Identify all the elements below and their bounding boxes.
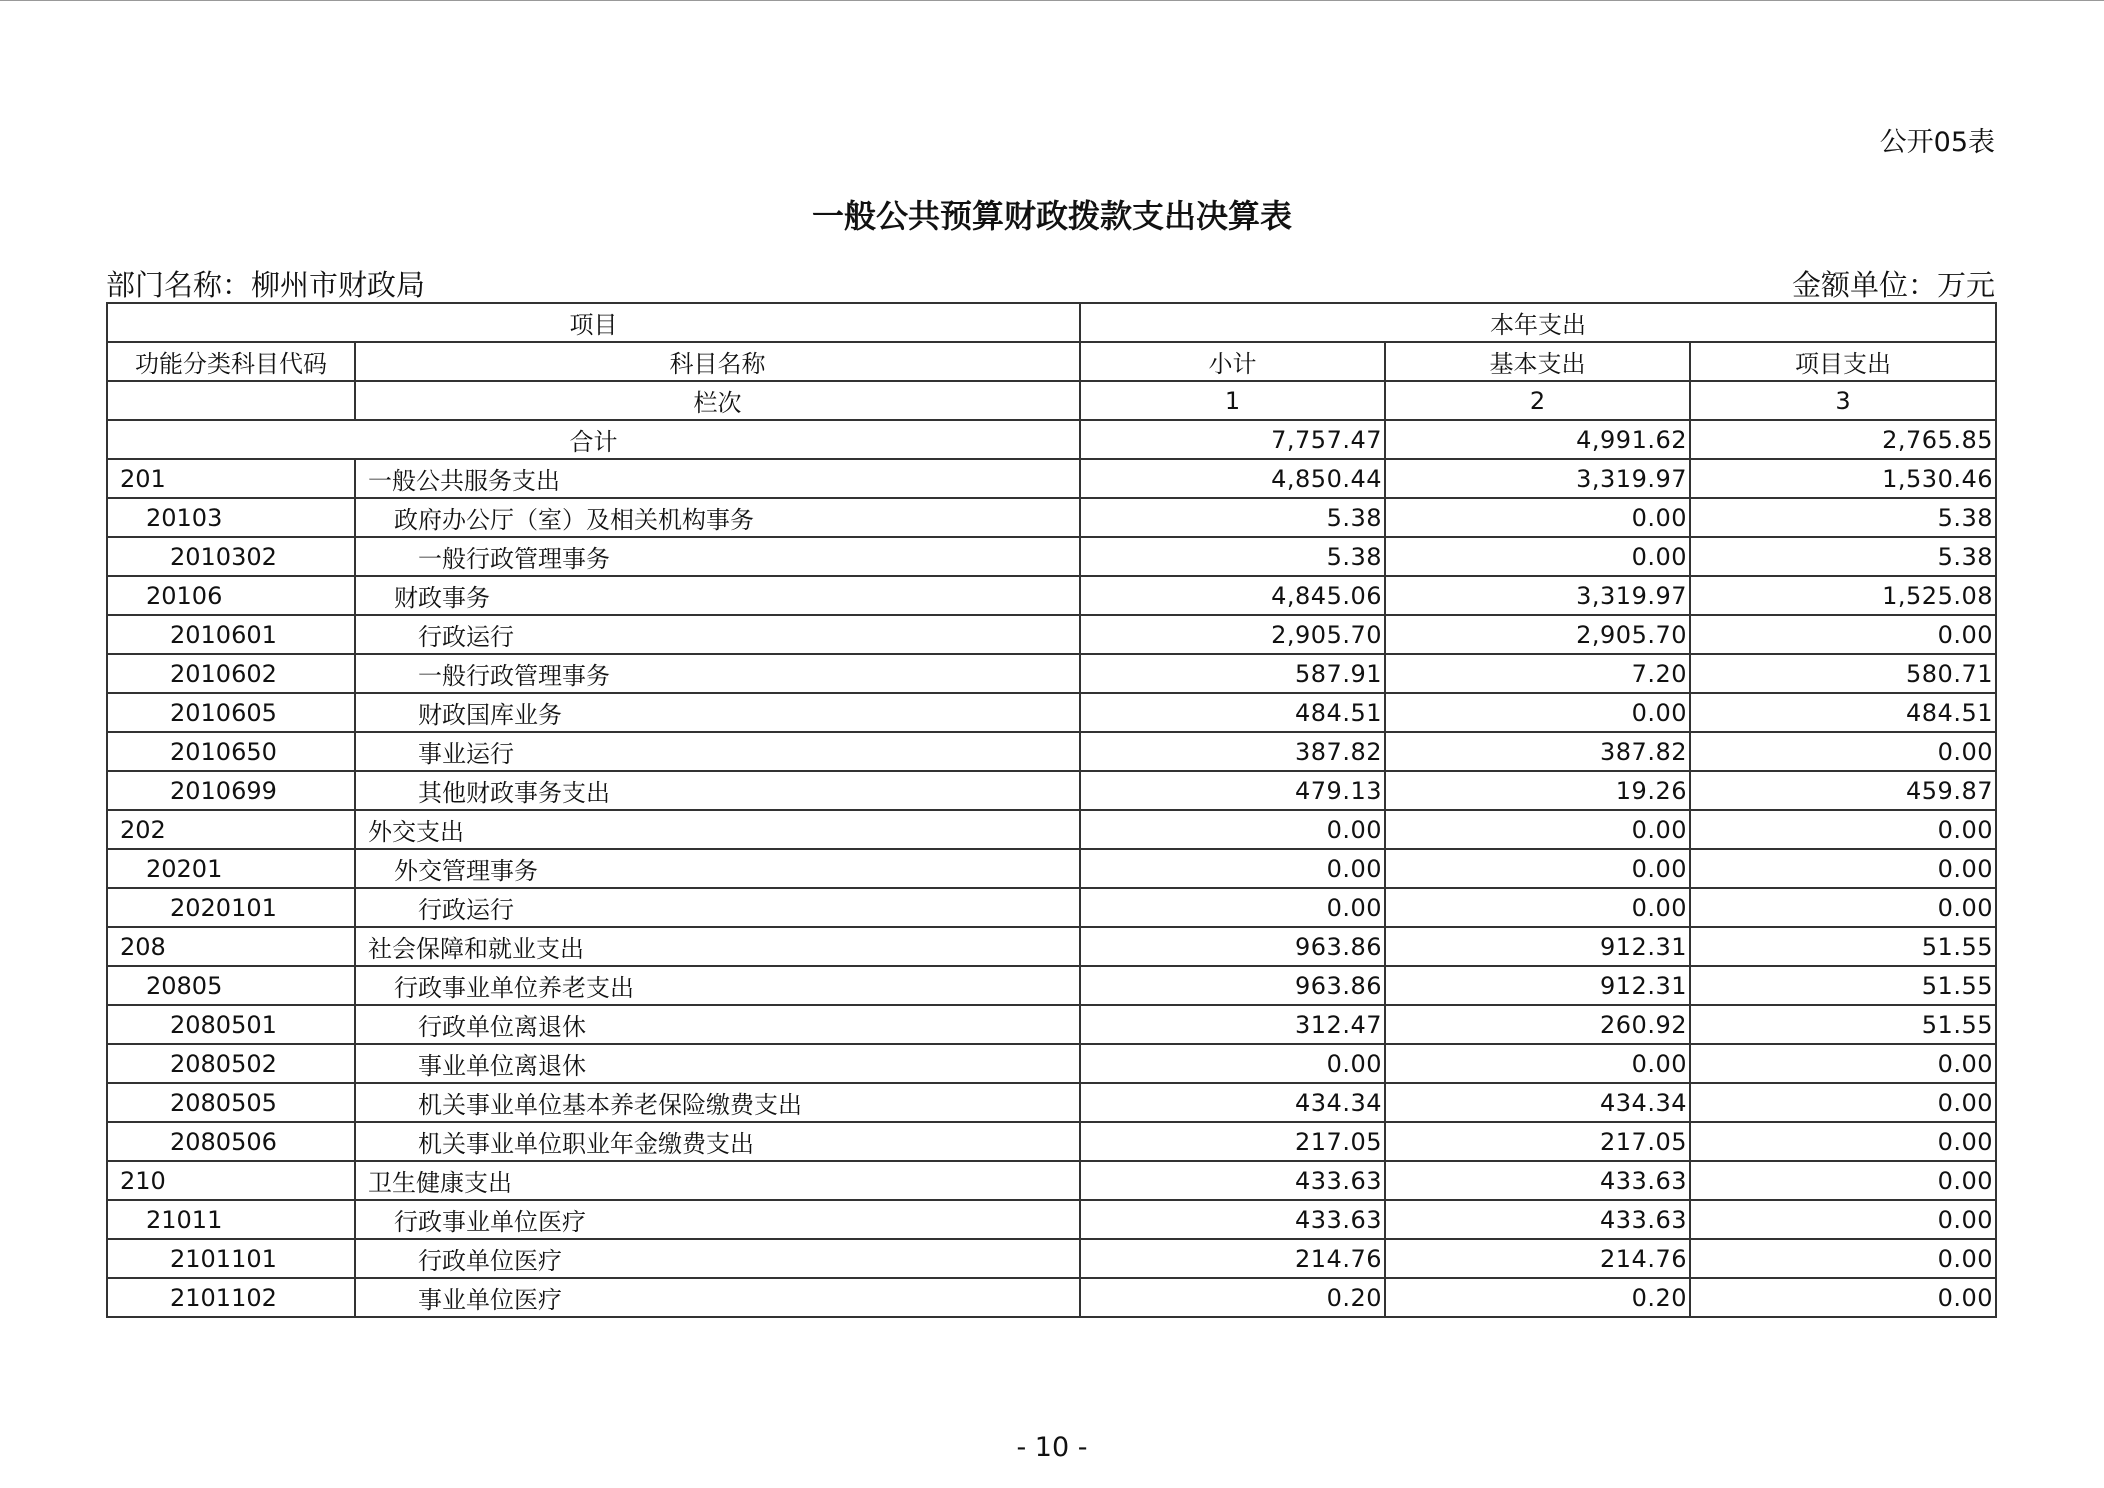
row-program: 1,525.08 bbox=[1690, 576, 1996, 615]
row-basic: 0.00 bbox=[1385, 693, 1690, 732]
row-name: 卫生健康支出 bbox=[355, 1161, 1080, 1200]
row-program: 0.00 bbox=[1690, 732, 1996, 771]
header-col-2: 2 bbox=[1385, 381, 1690, 420]
row-program: 0.00 bbox=[1690, 888, 1996, 927]
row-subtotal: 4,845.06 bbox=[1080, 576, 1385, 615]
header-column-label: 栏次 bbox=[355, 381, 1080, 420]
row-program: 51.55 bbox=[1690, 1005, 1996, 1044]
row-code: 20103 bbox=[107, 498, 355, 537]
row-subtotal: 0.20 bbox=[1080, 1278, 1385, 1317]
row-subtotal: 4,850.44 bbox=[1080, 459, 1385, 498]
row-name: 行政运行 bbox=[355, 888, 1080, 927]
row-subtotal: 434.34 bbox=[1080, 1083, 1385, 1122]
row-subtotal: 433.63 bbox=[1080, 1161, 1385, 1200]
row-code: 2010602 bbox=[107, 654, 355, 693]
table-row bbox=[107, 1161, 1996, 1200]
row-subtotal: 479.13 bbox=[1080, 771, 1385, 810]
table-row bbox=[107, 459, 1996, 498]
table-row bbox=[107, 810, 1996, 849]
row-code: 2020101 bbox=[107, 888, 355, 927]
row-code: 210 bbox=[107, 1161, 355, 1200]
row-basic: 433.63 bbox=[1385, 1200, 1690, 1239]
row-program: 0.00 bbox=[1690, 1083, 1996, 1122]
table-row bbox=[107, 654, 1996, 693]
row-code: 201 bbox=[107, 459, 355, 498]
table-row bbox=[107, 1083, 1996, 1122]
row-name: 机关事业单位职业年金缴费支出 bbox=[355, 1122, 1080, 1161]
document-title: 一般公共预算财政拨款支出决算表 bbox=[811, 197, 1292, 235]
table-row bbox=[107, 576, 1996, 615]
row-name: 行政运行 bbox=[355, 615, 1080, 654]
row-name: 外交管理事务 bbox=[355, 849, 1080, 888]
row-subtotal: 5.38 bbox=[1080, 537, 1385, 576]
header-col-1: 1 bbox=[1080, 381, 1385, 420]
header-empty-cell bbox=[107, 381, 355, 420]
table-row bbox=[107, 1278, 1996, 1317]
row-program: 0.00 bbox=[1690, 810, 1996, 849]
table-row bbox=[107, 1200, 1996, 1239]
row-subtotal: 0.00 bbox=[1080, 849, 1385, 888]
row-program: 0.00 bbox=[1690, 1239, 1996, 1278]
row-code: 21011 bbox=[107, 1200, 355, 1239]
header-row-1 bbox=[107, 303, 1996, 342]
row-code: 2010302 bbox=[107, 537, 355, 576]
row-program: 0.00 bbox=[1690, 1122, 1996, 1161]
row-program: 5.38 bbox=[1690, 498, 1996, 537]
row-basic: 0.20 bbox=[1385, 1278, 1690, 1317]
row-name: 一般行政管理事务 bbox=[355, 654, 1080, 693]
row-code: 2101101 bbox=[107, 1239, 355, 1278]
row-name: 其他财政事务支出 bbox=[355, 771, 1080, 810]
table-body bbox=[107, 303, 1996, 1317]
row-code: 2010650 bbox=[107, 732, 355, 771]
table-row bbox=[107, 615, 1996, 654]
header-row-2 bbox=[107, 342, 1996, 381]
row-name: 事业单位离退休 bbox=[355, 1044, 1080, 1083]
row-basic: 217.05 bbox=[1385, 1122, 1690, 1161]
row-name: 财政国库业务 bbox=[355, 693, 1080, 732]
row-subtotal: 0.00 bbox=[1080, 888, 1385, 927]
row-basic: 434.34 bbox=[1385, 1083, 1690, 1122]
header-row-3 bbox=[107, 381, 1996, 420]
row-code: 2101102 bbox=[107, 1278, 355, 1317]
row-basic: 0.00 bbox=[1385, 498, 1690, 537]
row-code: 2010699 bbox=[107, 771, 355, 810]
table-row bbox=[107, 1005, 1996, 1044]
row-name: 政府办公厅（室）及相关机构事务 bbox=[355, 498, 1080, 537]
total-subtotal: 7,757.47 bbox=[1080, 420, 1385, 459]
row-program: 459.87 bbox=[1690, 771, 1996, 810]
department-name: 部门名称：柳州市财政局 bbox=[106, 268, 426, 302]
row-code: 2080502 bbox=[107, 1044, 355, 1083]
row-basic: 0.00 bbox=[1385, 810, 1690, 849]
row-subtotal: 2,905.70 bbox=[1080, 615, 1385, 654]
row-basic: 3,319.97 bbox=[1385, 459, 1690, 498]
row-subtotal: 0.00 bbox=[1080, 1044, 1385, 1083]
row-basic: 260.92 bbox=[1385, 1005, 1690, 1044]
table-row bbox=[107, 732, 1996, 771]
row-name: 外交支出 bbox=[355, 810, 1080, 849]
header-col-3: 3 bbox=[1690, 381, 1996, 420]
row-basic: 387.82 bbox=[1385, 732, 1690, 771]
row-name: 一般公共服务支出 bbox=[355, 459, 1080, 498]
row-basic: 0.00 bbox=[1385, 537, 1690, 576]
header-name: 科目名称 bbox=[355, 342, 1080, 381]
row-basic: 0.00 bbox=[1385, 849, 1690, 888]
amount-unit: 金额单位：万元 bbox=[1791, 268, 1995, 302]
row-subtotal: 963.86 bbox=[1080, 966, 1385, 1005]
table-row bbox=[107, 927, 1996, 966]
row-basic: 912.31 bbox=[1385, 966, 1690, 1005]
row-program: 51.55 bbox=[1690, 927, 1996, 966]
table-row bbox=[107, 498, 1996, 537]
row-program: 0.00 bbox=[1690, 849, 1996, 888]
table-row bbox=[107, 966, 1996, 1005]
row-subtotal: 587.91 bbox=[1080, 654, 1385, 693]
row-code: 2080501 bbox=[107, 1005, 355, 1044]
row-subtotal: 433.63 bbox=[1080, 1200, 1385, 1239]
row-code: 20201 bbox=[107, 849, 355, 888]
row-name: 事业运行 bbox=[355, 732, 1080, 771]
table-row bbox=[107, 1122, 1996, 1161]
total-label: 合计 bbox=[107, 420, 1080, 459]
row-code: 202 bbox=[107, 810, 355, 849]
row-code: 2080505 bbox=[107, 1083, 355, 1122]
page-top-border bbox=[0, 0, 2104, 1]
row-subtotal: 312.47 bbox=[1080, 1005, 1385, 1044]
row-subtotal: 0.00 bbox=[1080, 810, 1385, 849]
row-program: 1,530.46 bbox=[1690, 459, 1996, 498]
header-basic: 基本支出 bbox=[1385, 342, 1690, 381]
form-code: 公开05表 bbox=[1879, 127, 1995, 158]
row-code: 2010601 bbox=[107, 615, 355, 654]
row-program: 0.00 bbox=[1690, 1200, 1996, 1239]
row-basic: 433.63 bbox=[1385, 1161, 1690, 1200]
header-code: 功能分类科目代码 bbox=[107, 342, 355, 381]
row-basic: 7.20 bbox=[1385, 654, 1690, 693]
row-code: 20805 bbox=[107, 966, 355, 1005]
row-name: 一般行政管理事务 bbox=[355, 537, 1080, 576]
row-name: 行政事业单位养老支出 bbox=[355, 966, 1080, 1005]
row-program: 580.71 bbox=[1690, 654, 1996, 693]
row-program: 0.00 bbox=[1690, 1161, 1996, 1200]
table-row bbox=[107, 771, 1996, 810]
header-subtotal: 小计 bbox=[1080, 342, 1385, 381]
row-subtotal: 963.86 bbox=[1080, 927, 1385, 966]
row-basic: 3,319.97 bbox=[1385, 576, 1690, 615]
row-subtotal: 484.51 bbox=[1080, 693, 1385, 732]
table-row bbox=[107, 693, 1996, 732]
budget-table bbox=[106, 302, 1997, 1318]
header-current-year: 本年支出 bbox=[1080, 303, 1996, 342]
row-name: 行政单位医疗 bbox=[355, 1239, 1080, 1278]
table-row bbox=[107, 1044, 1996, 1083]
row-code: 2080506 bbox=[107, 1122, 355, 1161]
row-basic: 19.26 bbox=[1385, 771, 1690, 810]
row-basic: 2,905.70 bbox=[1385, 615, 1690, 654]
row-name: 事业单位医疗 bbox=[355, 1278, 1080, 1317]
row-subtotal: 214.76 bbox=[1080, 1239, 1385, 1278]
row-basic: 214.76 bbox=[1385, 1239, 1690, 1278]
total-program: 2,765.85 bbox=[1690, 420, 1996, 459]
row-program: 0.00 bbox=[1690, 615, 1996, 654]
row-name: 机关事业单位基本养老保险缴费支出 bbox=[355, 1083, 1080, 1122]
row-code: 20106 bbox=[107, 576, 355, 615]
row-name: 行政单位离退休 bbox=[355, 1005, 1080, 1044]
row-program: 484.51 bbox=[1690, 693, 1996, 732]
header-program: 项目支出 bbox=[1690, 342, 1996, 381]
total-row bbox=[107, 420, 1996, 459]
row-name: 财政事务 bbox=[355, 576, 1080, 615]
table-row bbox=[107, 537, 1996, 576]
row-code: 208 bbox=[107, 927, 355, 966]
table-row bbox=[107, 888, 1996, 927]
table-row bbox=[107, 849, 1996, 888]
row-subtotal: 5.38 bbox=[1080, 498, 1385, 537]
total-basic: 4,991.62 bbox=[1385, 420, 1690, 459]
row-name: 社会保障和就业支出 bbox=[355, 927, 1080, 966]
row-program: 0.00 bbox=[1690, 1278, 1996, 1317]
row-code: 2010605 bbox=[107, 693, 355, 732]
row-program: 51.55 bbox=[1690, 966, 1996, 1005]
row-basic: 912.31 bbox=[1385, 927, 1690, 966]
row-program: 0.00 bbox=[1690, 1044, 1996, 1083]
row-basic: 0.00 bbox=[1385, 1044, 1690, 1083]
row-name: 行政事业单位医疗 bbox=[355, 1200, 1080, 1239]
row-subtotal: 387.82 bbox=[1080, 732, 1385, 771]
row-subtotal: 217.05 bbox=[1080, 1122, 1385, 1161]
table-row bbox=[107, 1239, 1996, 1278]
page-number: - 10 - bbox=[1016, 1432, 1088, 1463]
row-program: 5.38 bbox=[1690, 537, 1996, 576]
row-basic: 0.00 bbox=[1385, 888, 1690, 927]
header-project: 项目 bbox=[107, 303, 1080, 342]
